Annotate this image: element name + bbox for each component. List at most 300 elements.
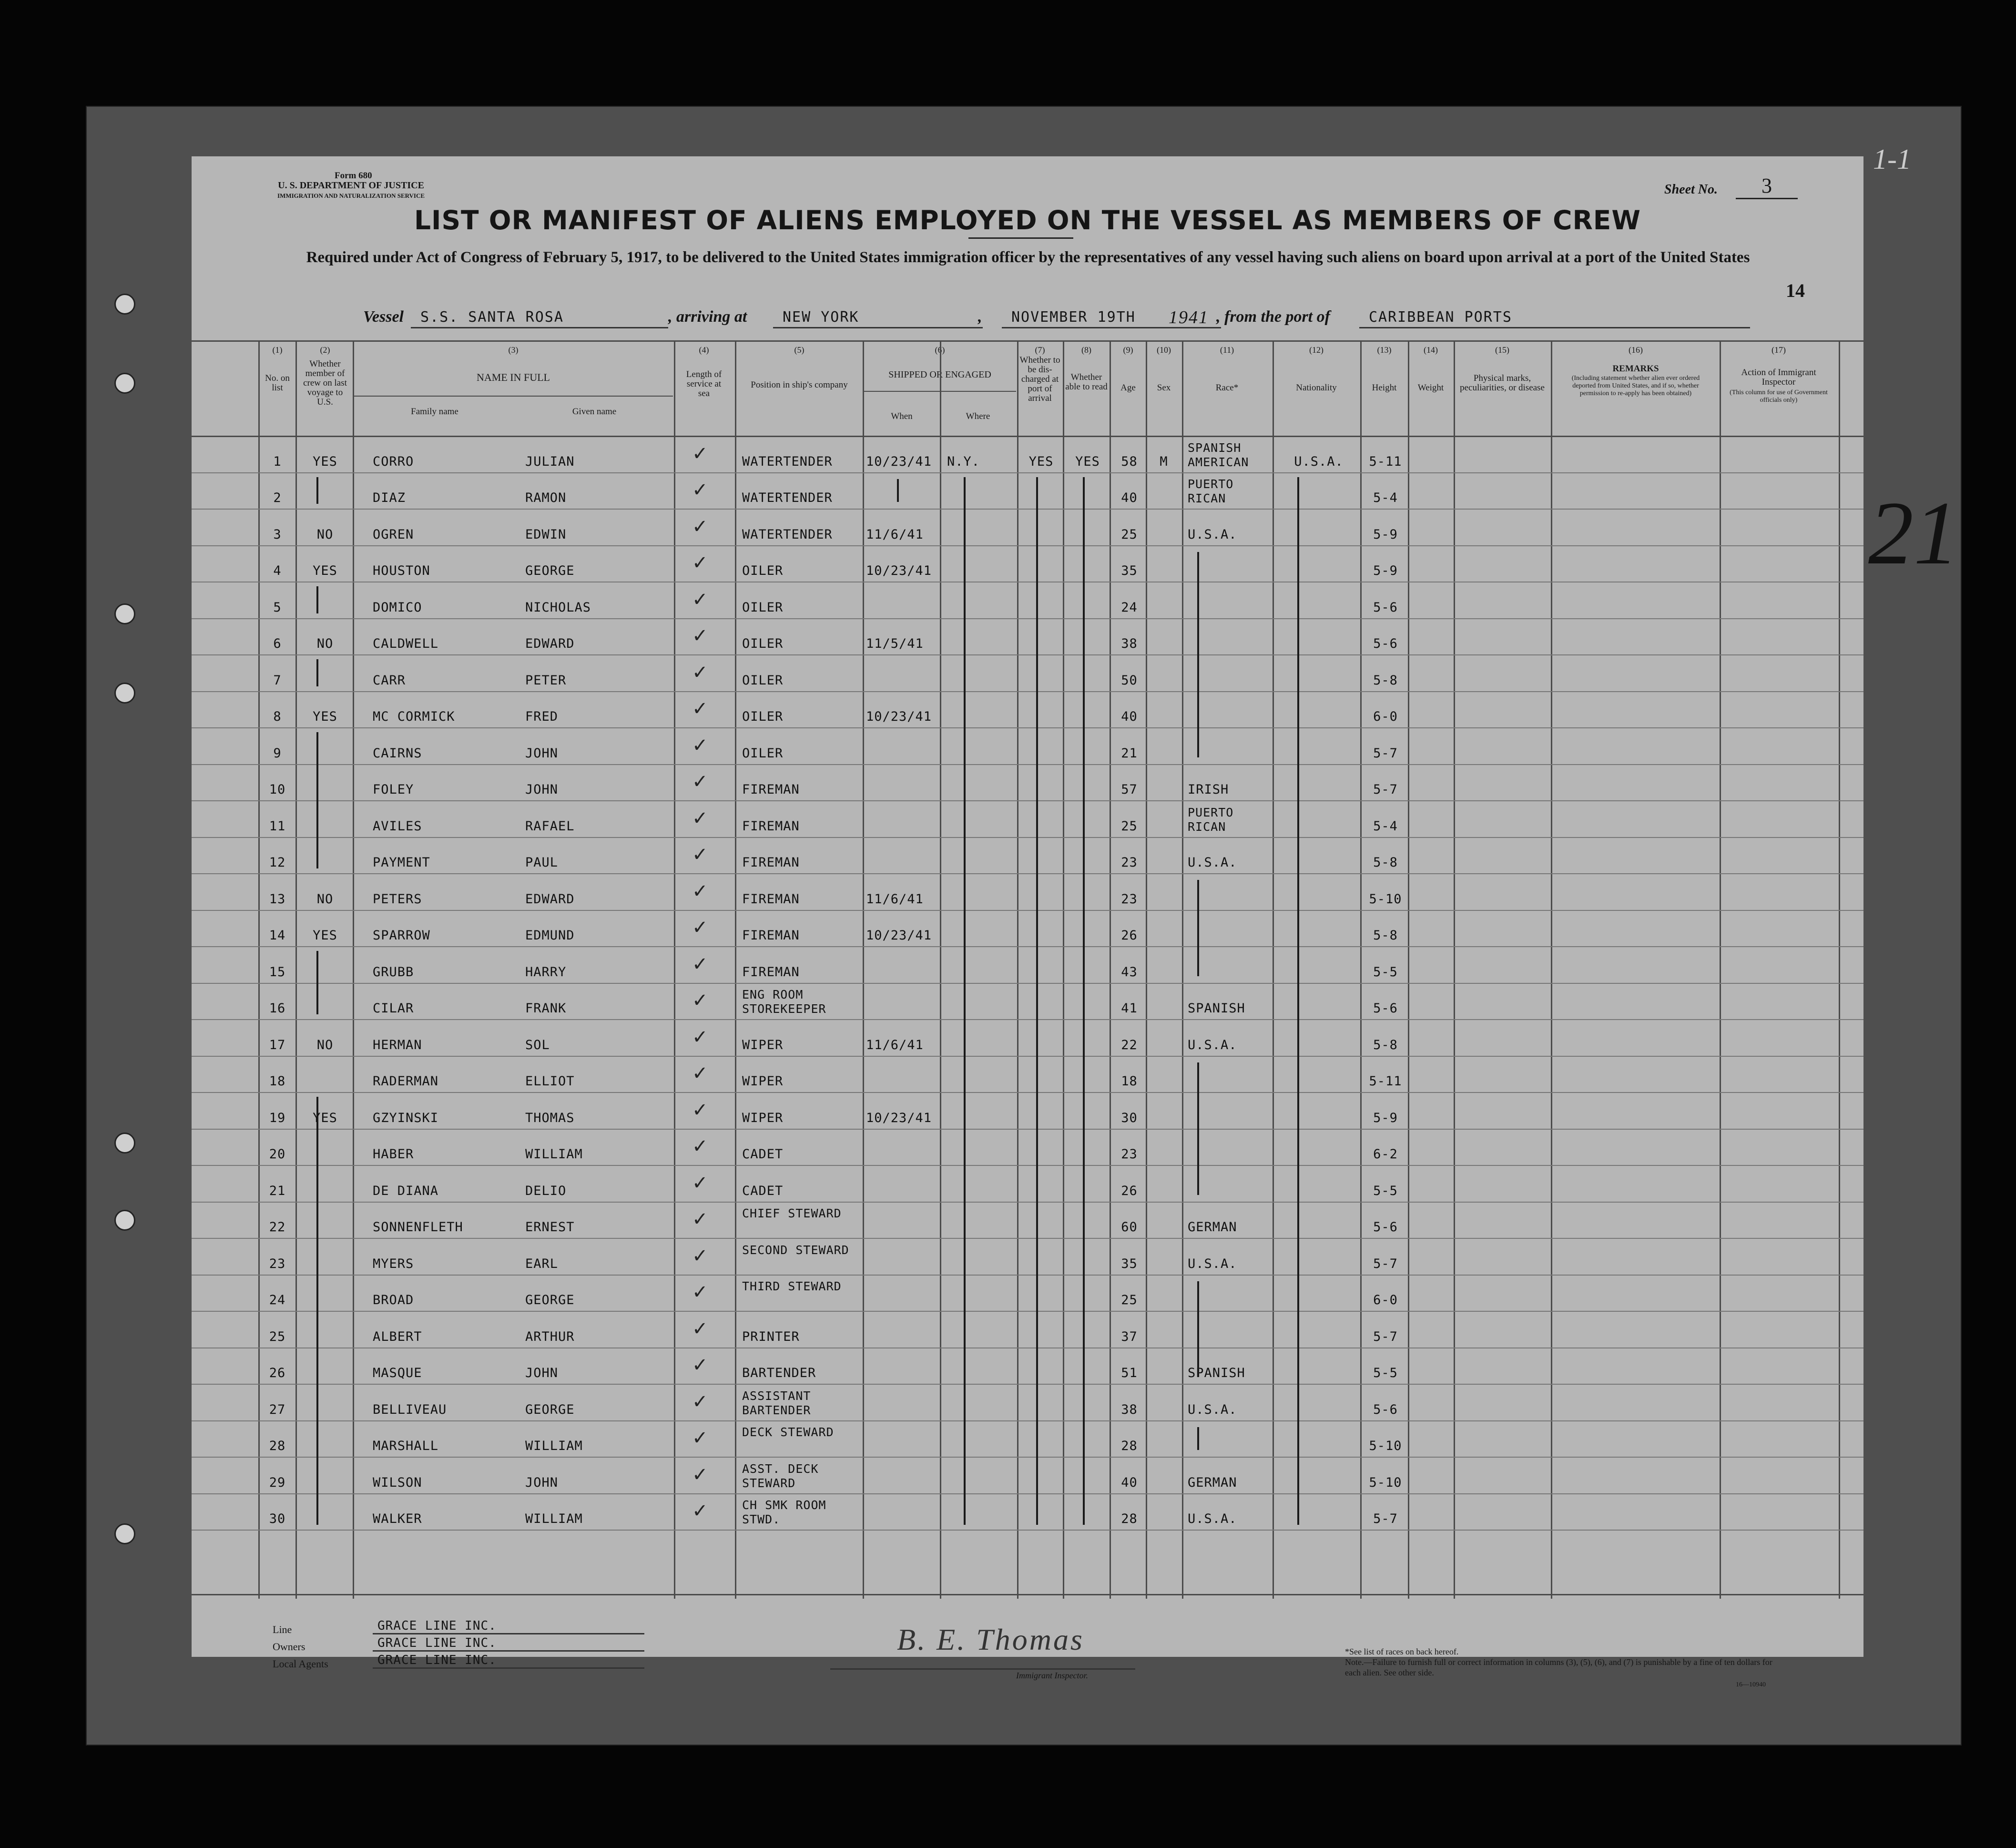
row-rule [192,946,1863,947]
cell-height: 5-9 [1373,1110,1398,1125]
cell-given: PAUL [525,855,559,870]
vessel-line [363,308,1841,332]
col3-family-header: Family name [411,407,458,417]
service-checkmark: ✓ [692,807,708,829]
service-checkmark: ✓ [692,917,708,939]
cell-family: RADERMAN [373,1074,439,1089]
column-rule [1408,340,1409,1599]
cell-when: 10/23/41 [866,709,932,724]
col6-where-header: Where [966,411,990,421]
cell-age: 30 [1121,1110,1138,1125]
cell-position: OILER [742,709,784,724]
col14-header: Weight [1417,383,1444,393]
cell-family: MC CORMICK [373,709,455,724]
cell-race: U.S.A. [1188,855,1237,870]
col13-number: (13) [1377,345,1392,355]
vessel-name: S.S. SANTA ROSA [411,308,668,328]
cell-age: 40 [1121,1475,1138,1490]
cell-given: EDWIN [525,527,567,542]
cell-when: 10/23/41 [866,928,932,943]
service-checkmark: ✓ [692,1099,708,1121]
cell-crew: NO [316,636,334,651]
cell-crew: NO [316,1037,334,1052]
document-title: LIST OR MANIFEST OF ALIENS EMPLOYED ON THE VESSEL AS MEMBERS OF CREW [414,205,1641,235]
cell-given: FRED [525,709,559,724]
service-checkmark: ✓ [692,1500,708,1522]
cell-given: EDWARD [525,891,575,907]
ditto-mark [316,732,318,868]
row-rule [192,1019,1863,1020]
cell-when: 10/23/41 [866,1110,932,1125]
cell-age: 23 [1121,1147,1138,1162]
cell-position: OILER [742,673,784,688]
column-rule [1017,340,1018,1599]
signature-rule [830,1668,1135,1670]
col8-number: (8) [1081,345,1091,355]
cell-given: HARRY [525,964,567,980]
cell-height: 5-7 [1373,745,1398,761]
inspector-signature: B. E. Thomas [897,1623,1084,1656]
cell-no: 20 [269,1147,286,1162]
column-rule [735,340,736,1599]
row-rule [192,472,1863,473]
cell-height: 6-2 [1373,1147,1398,1162]
column-rule [1182,340,1183,1599]
service-checkmark: ✓ [692,1427,708,1449]
cell-age: 18 [1121,1074,1138,1089]
cell-height: 5-5 [1373,1183,1398,1198]
cell-position: BARTENDER [742,1366,816,1380]
ditto-mark [1083,477,1085,1525]
ditto-mark [1197,1427,1199,1450]
punch-hole [114,294,135,315]
service-checkmark: ✓ [692,588,708,611]
cell-position: THIRD STEWARD [742,1279,842,1293]
cell-age: 38 [1121,636,1138,651]
col3-given-header: Given name [572,407,617,417]
cell-age: 23 [1121,891,1138,907]
cell-age: 23 [1121,855,1138,870]
cell-height: 5-8 [1373,855,1398,870]
cell-no: 21 [269,1183,286,1198]
column-rule [1839,340,1840,1599]
document-subtitle: Required under Act of Congress of February 5, 1917, to be delivered to the United States immigration officer by the representatives of any vessel having such aliens on board upon arrival at a port of the United States [306,249,1750,266]
cell-no: 1 [273,454,282,469]
row-rule [192,654,1863,655]
row-rule [192,1530,1863,1531]
sheet-number-label: Sheet No. [1664,182,1718,197]
cell-no: 22 [269,1220,286,1235]
cell-height: 5-6 [1373,1402,1398,1417]
column-rule [1360,340,1362,1599]
col17-header: Action of Immigrant Inspector [1741,368,1816,387]
punch-hole [114,373,135,394]
cell-age: 25 [1121,527,1138,542]
row-rule [192,910,1863,911]
col14-number: (14) [1424,345,1438,355]
cell-height: 6-0 [1373,1293,1398,1307]
service-checkmark: ✓ [692,734,708,756]
cell-no: 2 [273,490,282,505]
col9-header: Age [1120,383,1136,393]
cell-no: 12 [269,855,286,870]
cell-age: 25 [1121,818,1138,834]
agents-label: Local Agents [273,1658,328,1670]
column-rule [1146,340,1147,1599]
row-rule [192,1384,1863,1385]
cell-no: 14 [269,928,286,943]
cell-given: DELIO [525,1183,567,1198]
punch-hole [114,1133,135,1154]
cell-family: BELLIVEAU [373,1402,447,1417]
cell-age: 21 [1121,745,1138,761]
service-checkmark: ✓ [692,1026,708,1048]
cell-race: GERMAN [1188,1220,1237,1235]
ditto-mark [316,659,318,686]
service-checkmark: ✓ [692,515,708,538]
cell-family: HERMAN [373,1037,422,1052]
service-checkmark: ✓ [692,1390,708,1413]
service-checkmark: ✓ [692,552,708,574]
column-rule [1454,340,1455,1599]
manifest-sheet [192,156,1863,1688]
punch-hole [114,1523,135,1544]
from-port-label: , from the port of [1216,308,1330,326]
cell-position: FIREMAN [742,891,800,907]
ditto-mark [316,477,318,504]
cell-height: 5-8 [1373,1037,1398,1052]
cell-when: 11/6/41 [866,527,924,542]
cell-age: 25 [1121,1293,1138,1307]
cell-family: CORRO [373,454,414,469]
cell-age: 28 [1121,1439,1138,1453]
cell-position: CADET [742,1147,784,1162]
cell-when: 10/23/41 [866,563,932,578]
ditto-mark [316,1097,318,1525]
row-rule [192,509,1863,510]
col1-header: No. on list [265,373,290,393]
cell-given: WILLIAM [525,1511,583,1526]
cell-given: JOHN [525,745,559,761]
cell-height: 5-11 [1369,454,1402,469]
cell-age: 40 [1121,490,1138,505]
cell-no: 13 [269,891,286,907]
service-checkmark: ✓ [692,661,708,684]
cell-when: 11/5/41 [866,636,924,651]
cell-height: 5-7 [1373,782,1398,797]
cell-position: FIREMAN [742,818,800,834]
cell-crew: YES [313,928,337,943]
col17-number: (17) [1772,345,1786,355]
service-checkmark: ✓ [692,771,708,793]
row-rule [192,1092,1863,1093]
cell-family: PAYMENT [373,855,430,870]
row-rule [192,873,1863,874]
service-checkmark: ✓ [692,953,708,975]
col13-header: Height [1372,383,1397,393]
cell-height: 5-5 [1373,964,1398,980]
cell-race: U.S.A. [1188,1037,1237,1052]
ditto-mark [316,586,318,613]
table-bottom-border [192,1594,1863,1595]
col9-number: (9) [1123,345,1133,355]
penalty-note: Note.—Failure to furnish full or correct information in columns (3), (5), (6), and (7) is punishable by a fine of ten dollars for each alien. See other side. [1345,1657,1772,1677]
col17-subheader: (This column for use of Government officials only) [1730,389,1828,404]
col11-number: (11) [1220,345,1234,355]
cell-race: GERMAN [1188,1475,1237,1490]
cell-given: THOMAS [525,1110,575,1125]
cell-position: WATERTENDER [742,490,833,505]
form-identifier [277,171,425,201]
cell-height: 5-9 [1373,527,1398,542]
cell-height: 5-4 [1373,490,1398,505]
ditto-mark [1297,477,1299,1525]
cell-race: PUERTO RICAN [1188,477,1234,505]
row-rule [192,983,1863,984]
col12-header: Nationality [1296,383,1337,393]
cell-age: 26 [1121,1183,1138,1198]
cell-given: PETER [525,673,567,688]
cell-nationality: U.S.A. [1294,454,1344,469]
cell-given: GEORGE [525,563,575,578]
cell-given: JOHN [525,1475,559,1490]
cell-family: OGREN [373,527,414,542]
cell-no: 9 [273,745,282,761]
cell-height: 5-7 [1373,1511,1398,1526]
arrival-port: NEW YORK [773,308,983,328]
cell-crew: NO [316,527,334,542]
ditto-mark [316,951,318,1014]
col7-header: Whether to be dis-charged at port of arrival [1019,355,1060,403]
cell-no: 30 [269,1511,286,1526]
cell-family: FOLEY [373,782,414,797]
cell-age: 41 [1121,1001,1138,1016]
ditto-mark [1036,477,1038,1525]
row-rule [192,618,1863,619]
cell-position: FIREMAN [742,964,800,980]
row-rule [192,1202,1863,1203]
service-checkmark: ✓ [692,990,708,1011]
cell-crew: YES [313,709,337,724]
col10-header: Sex [1157,383,1171,393]
service-checkmark: ✓ [692,479,708,501]
cell-height: 5-9 [1373,563,1398,578]
service-checkmark: ✓ [692,1172,708,1194]
cell-family: WILSON [373,1475,422,1490]
cell-family: DOMICO [373,600,422,615]
service-checkmark: ✓ [692,880,708,902]
cell-position: OILER [742,636,784,651]
col4-number: (4) [699,345,709,355]
col15-header: Physical marks, peculiarities, or disease [1460,373,1545,393]
cell-given: EDMUND [525,928,575,943]
service-checkmark: ✓ [692,1208,708,1230]
cell-no: 5 [273,600,282,615]
cell-given: GEORGE [525,1402,575,1417]
arrival-date: NOVEMBER 19TH [1002,308,1164,328]
cell-position: WIPER [742,1110,784,1125]
comma-separator: , [978,308,982,326]
ditto-mark [897,479,899,502]
cell-position: WIPER [742,1037,784,1052]
cell-when: 10/23/41 [866,454,932,469]
col16-number: (16) [1629,345,1643,355]
row-rule [192,1129,1863,1130]
cell-position: WIPER [742,1074,784,1089]
cell-height: 5-6 [1373,600,1398,615]
cell-height: 5-6 [1373,1220,1398,1235]
col12-number: (12) [1309,345,1324,355]
vessel-label: Vessel [363,308,404,326]
cell-no: 10 [269,782,286,797]
col6-number: (6) [935,345,945,355]
service-checkmark: ✓ [692,1317,708,1340]
cell-family: HABER [373,1147,414,1162]
cell-height: 5-7 [1373,1256,1398,1271]
cell-given: WILLIAM [525,1439,583,1453]
col11-header: Race* [1215,383,1239,393]
cell-race: IRISH [1188,782,1229,797]
ditto-mark [1197,1062,1199,1195]
print-code: 16—10940 [1736,1681,1766,1688]
cell-given: ERNEST [525,1220,575,1235]
cell-age: 50 [1121,673,1138,688]
cell-given: EDWARD [525,636,575,651]
cell-family: SPARROW [373,928,430,943]
departure-port: CARIBBEAN PORTS [1359,308,1750,328]
cell-height: 6-0 [1373,709,1398,724]
cell-no: 23 [269,1256,286,1271]
margin-mark-top: 1-1 [1873,143,1911,175]
cell-family: PETERS [373,891,422,907]
cell-position: OILER [742,745,784,761]
cell-family: DIAZ [373,490,406,505]
cell-family: CILAR [373,1001,414,1016]
cell-given: NICHOLAS [525,600,591,615]
column-rule [1551,340,1552,1599]
cell-position: SECOND STEWARD [742,1243,849,1257]
cell-crew: YES [313,563,337,578]
cell-crew: YES [313,1110,337,1125]
cell-age: 57 [1121,782,1138,797]
service-checkmark: ✓ [692,1354,708,1376]
cell-given: RAMON [525,490,567,505]
cell-family: SONNENFLETH [373,1220,463,1235]
col16-subheader: (Including statement whether alien ever ordered deported from United States, and if so, whether permission to re-apply has been obtained) [1571,375,1700,397]
owners-value: GRACE LINE INC. [373,1636,644,1652]
punch-hole [114,1210,135,1231]
cell-no: 19 [269,1110,286,1125]
cell-position: WATERTENDER [742,527,833,542]
cell-position: ENG ROOM STOREKEEPER [742,988,826,1016]
cell-where: N.Y. [947,454,980,469]
cell-height: 5-6 [1373,1001,1398,1016]
cell-when: 11/6/41 [866,891,924,907]
cell-discharged: YES [1028,454,1054,469]
cell-family: AVILES [373,818,422,834]
cell-when: 11/6/41 [866,1037,924,1052]
col2-number: (2) [320,345,330,355]
punch-hole [114,683,135,704]
agents-value: GRACE LINE INC. [373,1653,644,1669]
column-rule [258,340,260,1599]
row-rule [192,764,1863,765]
column-rule [1720,340,1721,1599]
service-checkmark: ✓ [692,1463,708,1486]
cell-family: DE DIANA [373,1183,439,1198]
cell-no: 17 [269,1037,286,1052]
cell-position: CHIEF STEWARD [742,1206,842,1220]
service-checkmark: ✓ [692,844,708,866]
cell-age: 24 [1121,600,1138,615]
col6-when-header: When [891,411,913,421]
cell-age: 22 [1121,1037,1138,1052]
cell-no: 6 [273,636,282,651]
cell-no: 4 [273,563,282,578]
col4-header: Length of service at sea [686,369,722,398]
cell-family: CALDWELL [373,636,439,651]
row-rule [192,837,1863,838]
col5-header: Position in ship's company [751,380,848,390]
cell-age: 51 [1121,1366,1138,1380]
cell-age: 40 [1121,709,1138,724]
cell-position: FIREMAN [742,928,800,943]
cell-given: JOHN [525,782,559,797]
crew-table [192,340,1863,1599]
cell-race: U.S.A. [1188,1256,1237,1271]
cell-height: 5-10 [1369,1439,1402,1453]
service-checkmark: ✓ [692,442,708,465]
col15-number: (15) [1495,345,1509,355]
cell-position: OILER [742,563,784,578]
cell-crew: NO [316,891,334,907]
cell-given: EARL [525,1256,559,1271]
cell-family: MYERS [373,1256,414,1271]
ditto-mark [1197,1281,1199,1378]
cell-family: GRUBB [373,964,414,980]
sheet-number-value: 3 [1736,174,1798,199]
col3-number: (3) [508,345,519,355]
cell-family: MARSHALL [373,1439,439,1453]
service-checkmark: ✓ [692,1062,708,1084]
cell-age: 58 [1121,454,1138,469]
form-number: Form 680 [335,171,372,181]
cell-family: HOUSTON [373,563,430,578]
cell-age: 38 [1121,1402,1138,1417]
cell-race: PUERTO RICAN [1188,805,1234,834]
column-rule [353,340,354,1599]
cell-no: 24 [269,1293,286,1307]
cell-no: 26 [269,1366,286,1380]
service-checkmark: ✓ [692,1135,708,1157]
cell-age: 28 [1121,1511,1138,1526]
cell-position: FIREMAN [742,782,800,797]
cell-given: JULIAN [525,454,575,469]
row-rule [192,545,1863,546]
col10-number: (10) [1157,345,1171,355]
col6-header: SHIPPED OR ENGAGED [888,369,991,380]
owners-label: Owners [273,1641,305,1653]
cell-given: GEORGE [525,1293,575,1307]
service-checkmark: ✓ [692,1281,708,1303]
cell-height: 5-4 [1373,818,1398,834]
col3-header: NAME IN FULL [477,371,550,383]
cell-position: CADET [742,1183,784,1198]
col7-number: (7) [1035,345,1045,355]
cell-position: ASST. DECK STEWARD [742,1461,819,1490]
cell-family: CARR [373,673,406,688]
cell-crew: YES [313,454,337,469]
